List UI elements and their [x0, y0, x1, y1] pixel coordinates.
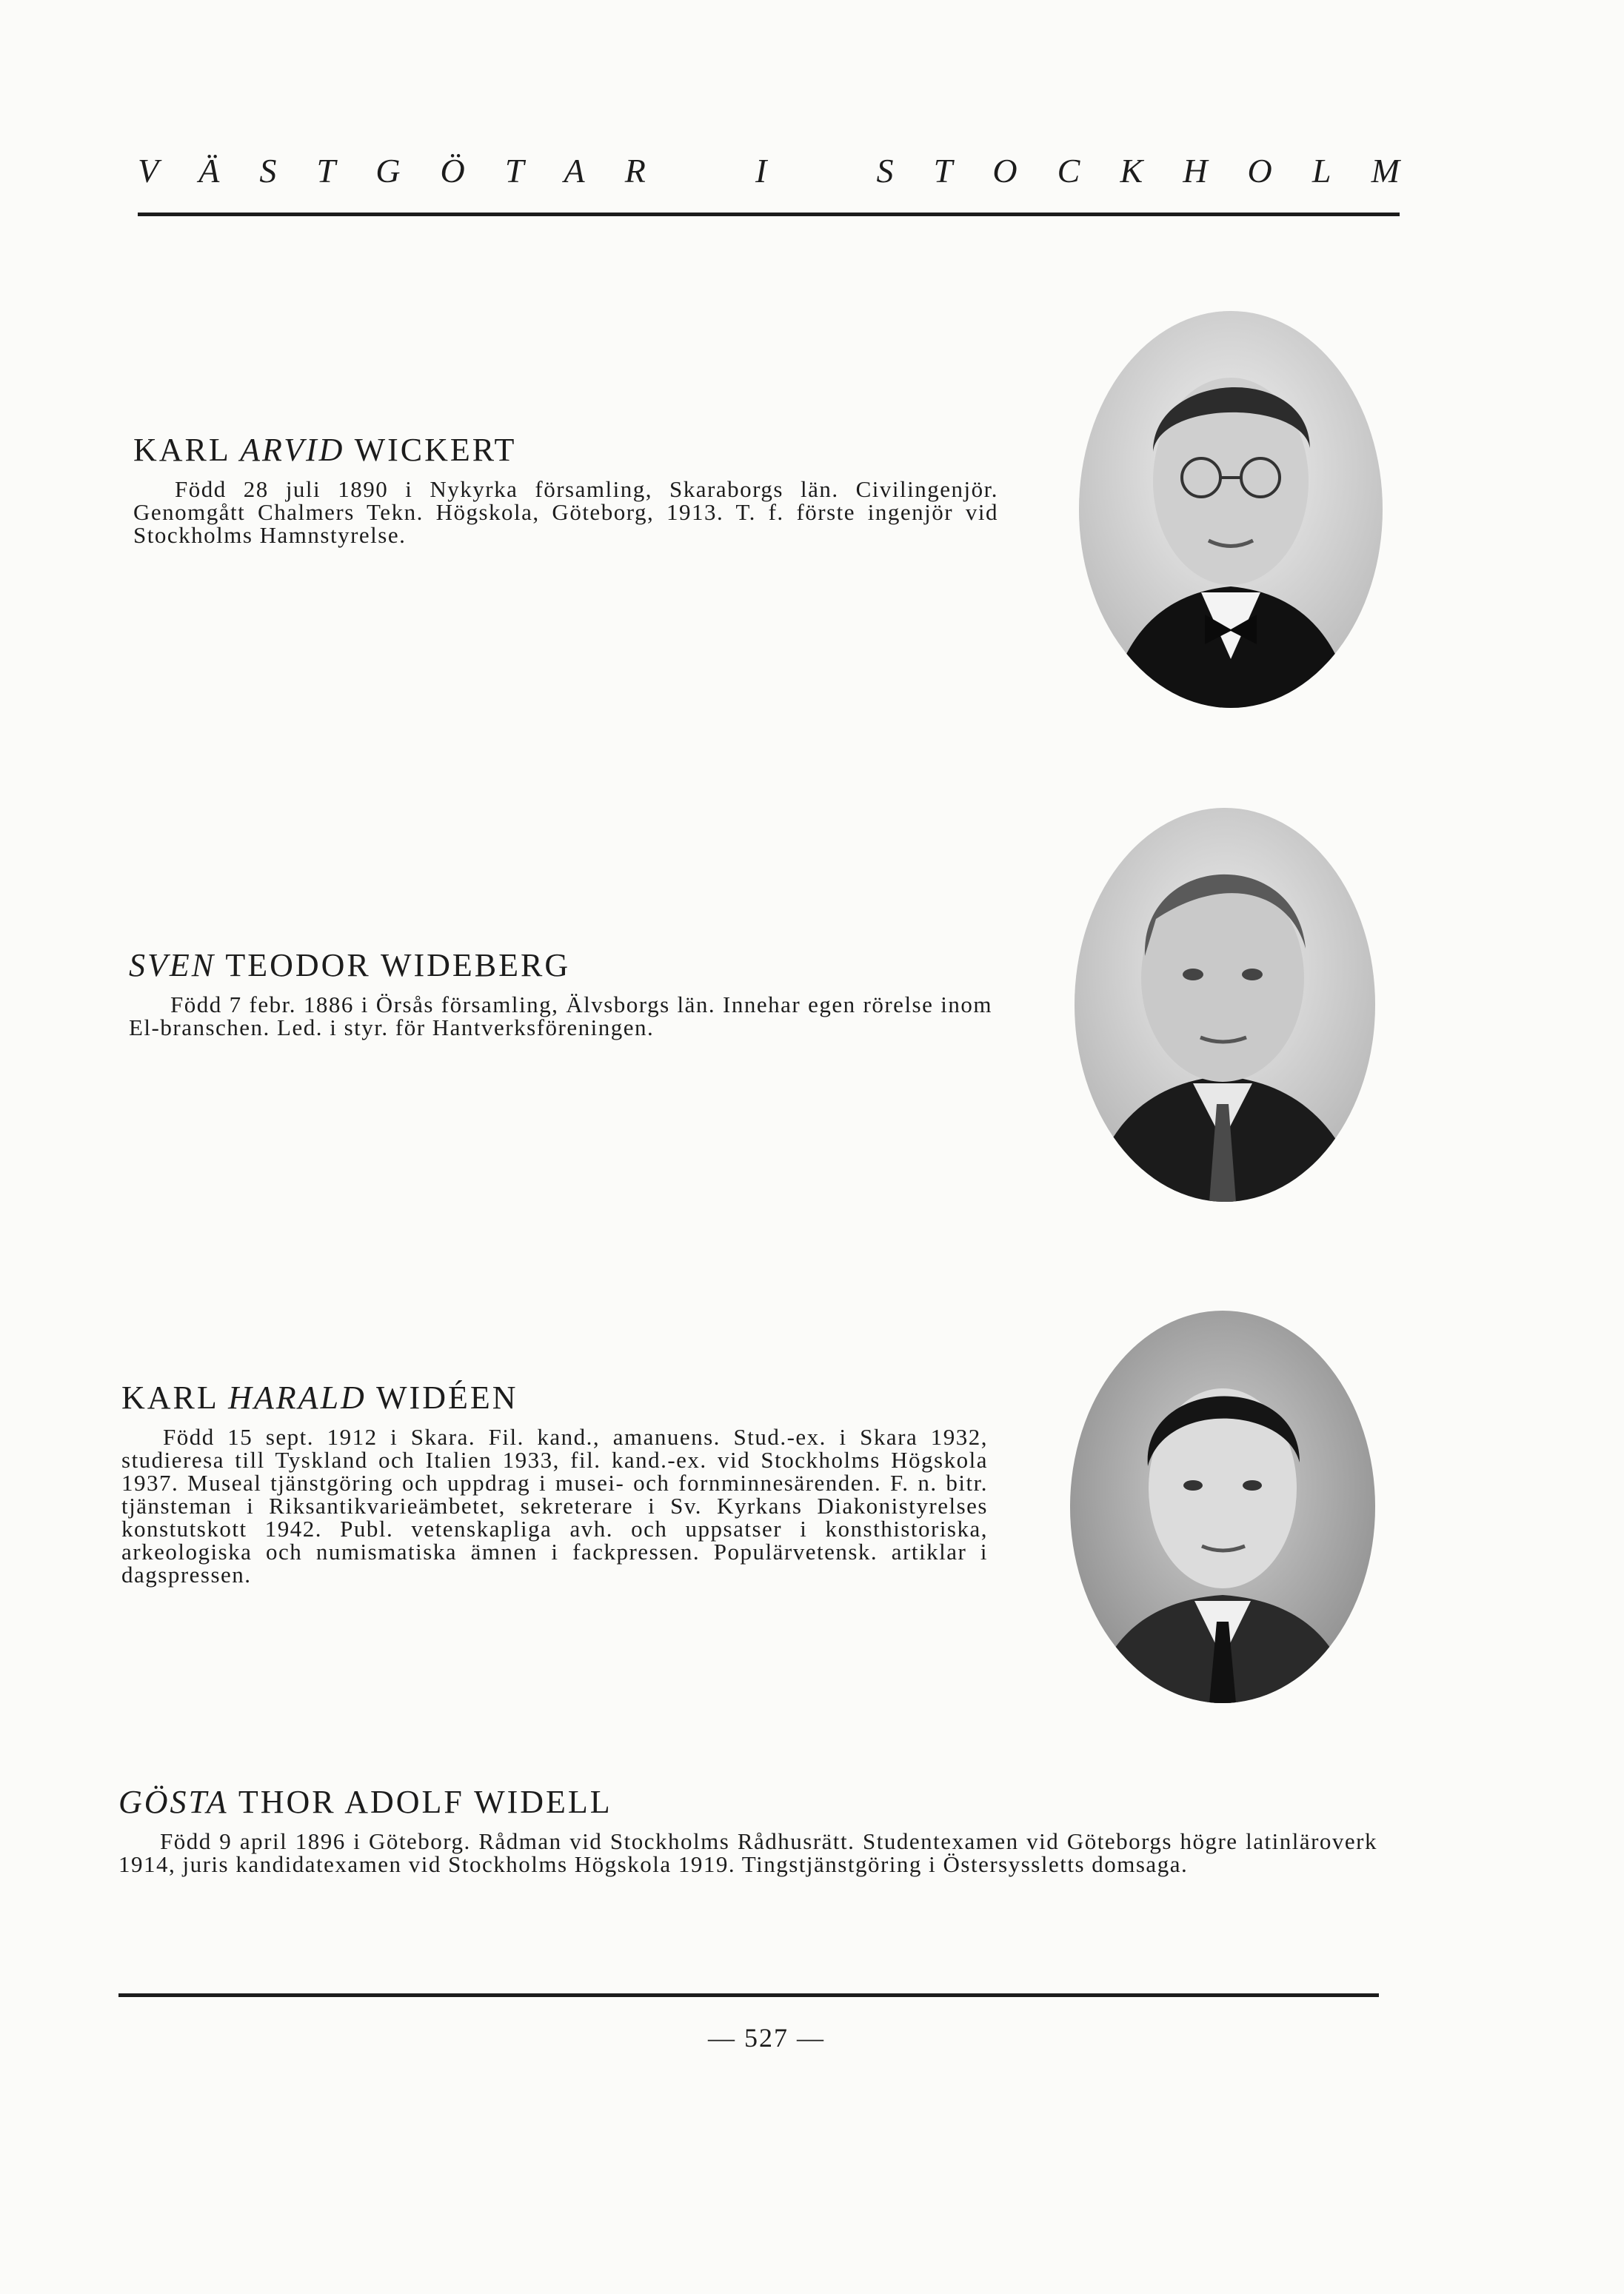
- header-letter: S: [876, 152, 894, 190]
- entry-name: [133, 431, 998, 469]
- entry-wideberg: [129, 946, 992, 1039]
- header-letter: G: [375, 152, 401, 190]
- header-letter: Ö: [440, 152, 465, 190]
- entry-wideen: [121, 1379, 988, 1586]
- header-letter: I: [755, 152, 767, 190]
- header-letter: O: [1247, 152, 1272, 190]
- header-letter: L: [1311, 152, 1331, 190]
- entry-wickert: [133, 431, 998, 546]
- footer-rule: [118, 1993, 1379, 1997]
- name-suffix: WICKERT: [344, 432, 517, 468]
- name-given: ARVID: [240, 432, 345, 468]
- header-letter: T: [316, 152, 336, 190]
- entry-bio: Född 9 april 1896 i Göteborg. Rådman vid Stockholms Rådhusrätt. Studentexamen vid Göteborgs högre latinläroverk 1914, juris kandidatexamen vid Stockholms Högskola 1919. Tingstjänstgöring i Östersyssletts domsaga.: [118, 1828, 1377, 1877]
- header-word-gap: [806, 154, 836, 188]
- header-letter: H: [1183, 152, 1208, 190]
- header-word-gap: [686, 154, 715, 188]
- portrait-photo: [1070, 1311, 1375, 1703]
- header-letter: Ä: [198, 152, 220, 190]
- name-prefix: KARL: [133, 432, 241, 468]
- entry-bio: Född 28 juli 1890 i Nykyrka församling, Skaraborgs län. Civilingenjör. Genomgått Chalmers Tekn. Högskola, Göteborg, 1913. T. f. förste ingenjör vid Stockholms Hamnstyrelse.: [133, 476, 998, 548]
- name-given: HARALD: [228, 1380, 367, 1416]
- name-suffix: WIDÉEN: [366, 1380, 518, 1416]
- header-letter: A: [564, 152, 585, 190]
- name-prefix: KARL: [121, 1380, 229, 1416]
- page-number: — 527 —: [708, 2023, 825, 2053]
- header-letter: M: [1371, 152, 1400, 190]
- header-letter: V: [138, 152, 159, 190]
- header-letter: O: [992, 152, 1017, 190]
- entry-name: [129, 946, 992, 984]
- entry-widell: [118, 1783, 1377, 1876]
- name-suffix: TEODOR WIDEBERG: [215, 947, 571, 983]
- header-letter: T: [933, 152, 953, 190]
- name-given: SVEN: [129, 947, 216, 983]
- header-letter: K: [1120, 152, 1143, 190]
- header-letter: T: [504, 152, 524, 190]
- header-letter: R: [624, 152, 646, 190]
- entry-bio: Född 15 sept. 1912 i Skara. Fil. kand., amanuens. Stud.-ex. i Skara 1932, studieresa till Tyskland och Italien 1933, fil. kand.-ex. vid Stockholms Högskola 1937. Museal tjänstgöring och uppdrag i musei- och fornminnesärenden. F. n. bitr. tjänsteman i Riksantikvarieämbetet, sekreterare i Sv. Kyrkans Diakonistyrelses konstutskott 1942. Publ. vetenskapliga avh. och uppsatser i konsthistoriska, arkeologiska och numismatiska ämnen i fackpressen. Populärvetensk. artiklar i dagspressen.: [121, 1424, 988, 1588]
- entry-name: [118, 1783, 1377, 1821]
- entry-bio: Född 7 febr. 1886 i Örsås församling, Älvsborgs län. Innehar egen rörelse inom El-branschen. Led. i styr. för Hantverksföreningen.: [129, 991, 992, 1040]
- portrait-photo: [1079, 311, 1383, 708]
- entry-name: [121, 1379, 988, 1417]
- name-suffix: THOR ADOLF WIDELL: [228, 1784, 612, 1820]
- running-header: [138, 154, 1400, 188]
- name-given: GÖSTA: [118, 1784, 229, 1820]
- portrait-photo: [1075, 808, 1375, 1202]
- header-letter: S: [259, 152, 277, 190]
- header-letter: C: [1057, 152, 1080, 190]
- header-rule: [138, 213, 1400, 216]
